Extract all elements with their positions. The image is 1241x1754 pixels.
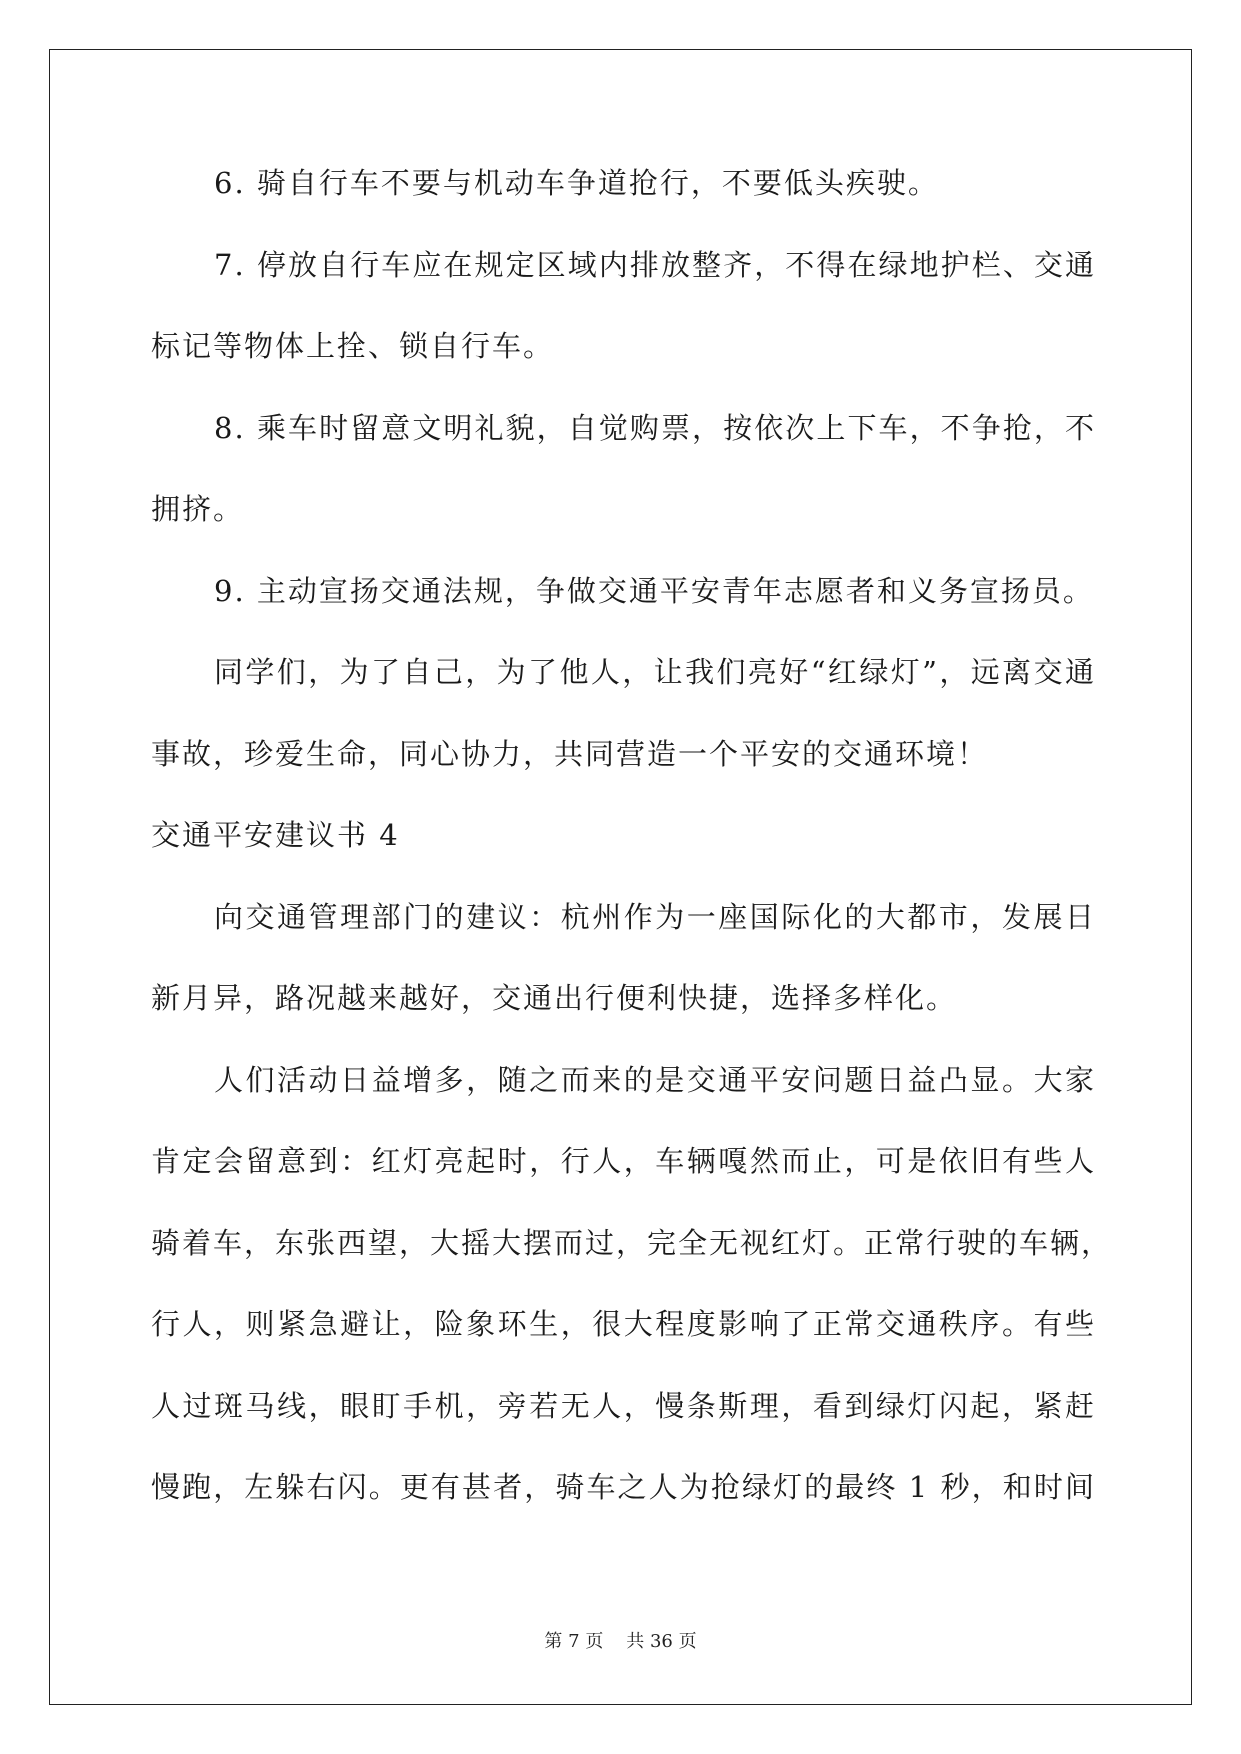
paragraph-line: 新月异，路况越来越好，交通出行便利快捷，选择多样化。 [151, 981, 958, 1015]
document-body [151, 165, 1113, 1551]
paragraph-line: 肯定会留意到：红灯亮起时，行人，车辆嘎然而止，可是依旧有些人 [151, 1144, 1096, 1178]
paragraph-line: 标记等物体上拴、锁自行车。 [151, 329, 555, 363]
page-total: 共 36 页 [626, 1631, 697, 1652]
paragraph-line: 骑着车，东张西望，大摇大摆而过，完全无视红灯。正常行驶的车辆， [151, 1225, 1113, 1260]
paragraph-line: 6. 骑自行车不要与机动车争道抢行，不要低头疾驶。 [214, 166, 939, 200]
paragraph-line: 慢跑，左躲右闪。更有甚者，骑车之人为抢绿灯的最终 1 秒，和时间 [151, 1470, 1096, 1504]
paragraph-line: 8. 乘车时留意文明礼貌，自觉购票，按依次上下车，不争抢，不 [214, 410, 1096, 445]
paragraph-line: 向交通管理部门的建议：杭州作为一座国际化的大都市，发展日 [214, 899, 1096, 934]
paragraph-line: 事故，珍爱生命，同心协力，共同营造一个平安的交通环境！ [151, 736, 989, 771]
paragraph-line: 拥挤。 [151, 492, 245, 526]
paragraph-line: 9. 主动宣扬交通法规，争做交通平安青年志愿者和义务宣扬员。 [214, 573, 1094, 608]
paragraph-line: 7. 停放自行车应在规定区域内排放整齐，不得在绿地护栏、交通 [214, 247, 1096, 282]
paragraph-line: 人过斑马线，眼盯手机，旁若无人，慢条斯理，看到绿灯闪起，紧赶 [151, 1388, 1096, 1423]
page-number: 第 7 页 [544, 1631, 604, 1652]
paragraph-line: 行人，则紧急避让，险象环生，很大程度影响了正常交通秩序。有些 [151, 1307, 1096, 1341]
paragraph-line: 人们活动日益增多，随之而来的是交通平安问题日益凸显。大家 [214, 1062, 1096, 1097]
page-footer [0, 1630, 1241, 1654]
paragraph-line: 同学们，为了自己，为了他人，让我们亮好“红绿灯”，远离交通 [214, 655, 1096, 689]
section-heading: 交通平安建议书 4 [151, 818, 400, 852]
